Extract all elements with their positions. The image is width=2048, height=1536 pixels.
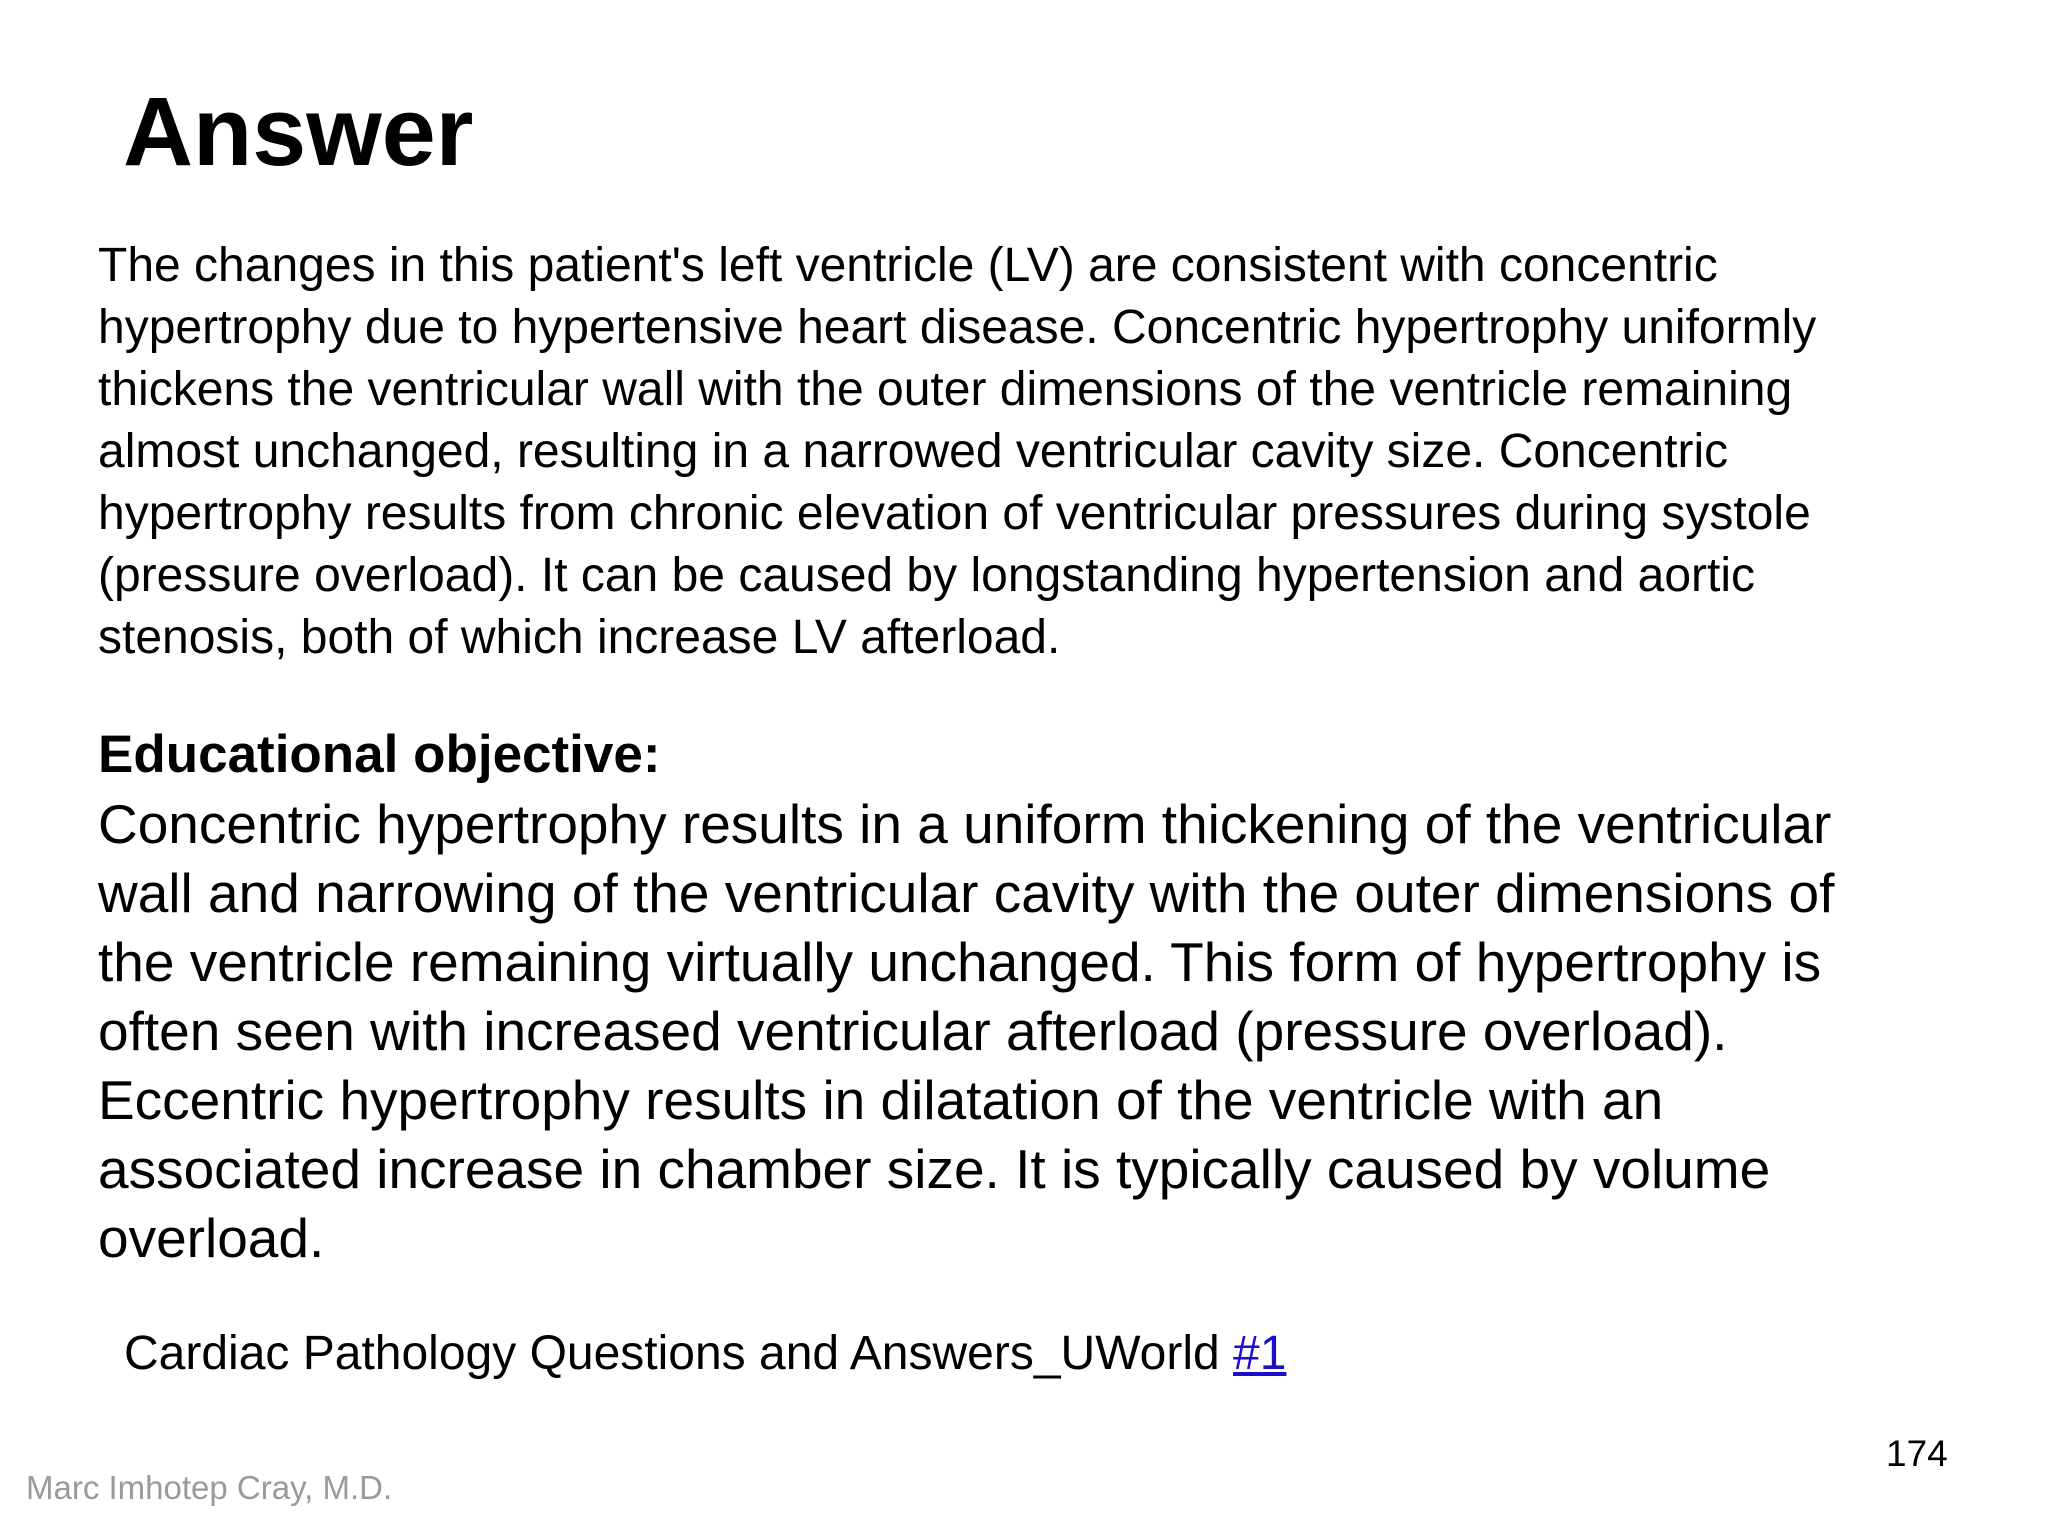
answer-line: thickens the ventricular wall with the outer dimensions of the ventricle remaining <box>98 363 1793 416</box>
answer-paragraph <box>98 235 1998 669</box>
answer-line: hypertrophy due to hypertensive heart disease. Concentric hypertrophy uniformly <box>98 301 1817 354</box>
answer-line: (pressure overload). It can be caused by longstanding hypertension and aortic <box>98 549 1756 602</box>
answer-line: stenosis, both of which increase LV afterload. <box>98 611 1061 664</box>
source-citation <box>124 1322 1286 1386</box>
answer-line: The changes in this patient's left ventricle (LV) are consistent with concentric <box>98 239 1718 292</box>
answer-line: hypertrophy results from chronic elevation of ventricular pressures during systole <box>98 487 1811 540</box>
objective-line: Eccentric hypertrophy results in dilatation of the ventricle with an <box>98 1069 1664 1131</box>
objective-heading: Educational objective: <box>98 725 661 784</box>
objective-line: the ventricle remaining virtually unchanged. This form of hypertrophy is <box>98 931 1822 993</box>
objective-line: wall and narrowing of the ventricular cavity with the outer dimensions of <box>98 862 1835 924</box>
objective-line: overload. <box>98 1207 325 1269</box>
objective-line: associated increase in chamber size. It is typically caused by volume <box>98 1138 1771 1200</box>
author-credit: Marc Imhotep Cray, M.D. <box>26 1469 393 1506</box>
source-text: Cardiac Pathology Questions and Answers_UWorld <box>124 1327 1234 1380</box>
objective-line: Concentric hypertrophy results in a uniform thickening of the ventricular <box>98 793 1832 855</box>
slide-title: Answer <box>123 77 474 186</box>
page-number: 174 <box>1886 1433 1948 1474</box>
source-link[interactable]: #1 <box>1233 1327 1287 1380</box>
objective-line: often seen with increased ventricular afterload (pressure overload). <box>98 1000 1728 1062</box>
answer-line: almost unchanged, resulting in a narrowed ventricular cavity size. Concentric <box>98 425 1729 478</box>
objective-paragraph <box>98 790 1998 1273</box>
